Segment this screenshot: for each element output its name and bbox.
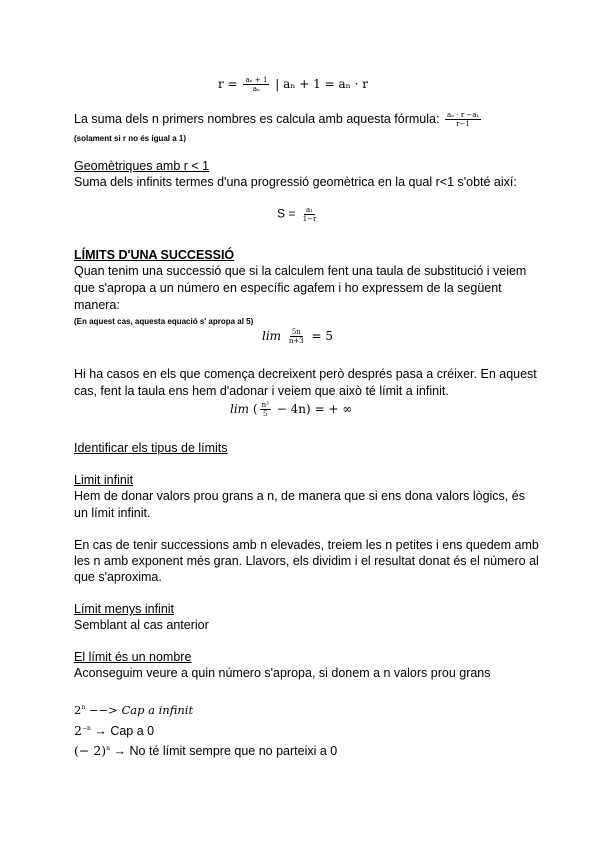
geom-formula: S = $\frac{\text{a₁}}{1-r}$: [277, 206, 317, 223]
limits-p2-line2: cas, fent la taula ens hem d'adonar i veiem que això té límit a infinit.: [74, 384, 449, 398]
inf-p1-line1: Hem de donar valors prou grans a n, de manera que si ens dona valors lògics, és: [74, 489, 525, 503]
sum-fraction: $\frac{\text{aₙ · r −a₁}}{r-1}$: [446, 111, 480, 129]
inf-p2-line1: En cas de tenir successions amb n elevades, treiem les n petites i ens quedem amb: [74, 538, 539, 552]
limits-p1-line2: que s'apropa a un número en específic agafem i ho expressem de la següent: [74, 281, 502, 295]
types-heading: Identificar els tipus de límits: [74, 441, 228, 455]
minus-text: Semblant al cas anterior: [74, 618, 209, 632]
limits-p1-line1: Quan tenim una successió que si la calculem fent una taula de substitució i veiem: [74, 264, 527, 278]
example-2: $2^{-n}$ → Cap a 0: [74, 723, 155, 739]
geom-text: Suma dels infinits termes d'una progressió geomètrica en la qual r<1 s'obté així:: [74, 175, 517, 189]
formula-r-rhs: aₙ + 1 = aₙ · r: [283, 77, 368, 91]
limits-p1-line3: manera:: [74, 298, 120, 312]
num-text: Aconseguim veure a quin número s'apropa, si donem a n valors prou grans: [74, 666, 491, 680]
limits-p2-line1: Hi ha casos en els que comença decreixent però després pasa a créixer. En aquest: [74, 367, 537, 381]
lim2-formula: lim ( $\frac{\text{n²}}{5}$ − 4n) = + ∞: [230, 401, 353, 418]
limits-note: (En aquest cas, aquesta equació s' apropa al 5): [74, 317, 254, 326]
formula-r-lhs: r =: [218, 77, 238, 91]
geom-heading: Geomètriques amb r < 1: [74, 159, 210, 173]
sum-line: La suma dels n primers nombres es calcula amb aquesta fórmula: $\frac{\text{aₙ · r −a₁}}{r-1}$: [74, 111, 480, 129]
inf-p2-line3: que s'aproxima.: [74, 570, 162, 584]
inf-p2-line2: les n amb exponent més gran. Llavors, els dividim i el resultat donat és el número al: [74, 554, 539, 568]
inf-heading: Limit infinit: [74, 473, 134, 487]
num-heading: El límit és un nombre: [74, 650, 192, 664]
example-3: (− 2)$^n$ → No té límit sempre que no parteixi a 0: [74, 743, 338, 759]
inf-p1-line2: un límit infinit.: [74, 506, 151, 520]
limits-heading: LÍMITS D'UNA SUCCESSIÓ: [74, 248, 235, 262]
lim1-formula: lim $\frac{5n}{n+3}$ = 5: [262, 328, 334, 345]
minus-heading: Límit menys infinit: [74, 602, 175, 616]
sum-note: (solament si r no és igual a 1): [74, 134, 187, 143]
formula-r: r = $\frac{\text{aₙ + 1}}{\text{aₙ}}$ | aₙ + 1 = aₙ · r: [218, 76, 368, 93]
formula-r-fraction: $\frac{\text{aₙ + 1}}{\text{aₙ}}$: [245, 76, 268, 93]
example-1: 2$^n$ −−> Cap a infinit: [74, 702, 194, 717]
